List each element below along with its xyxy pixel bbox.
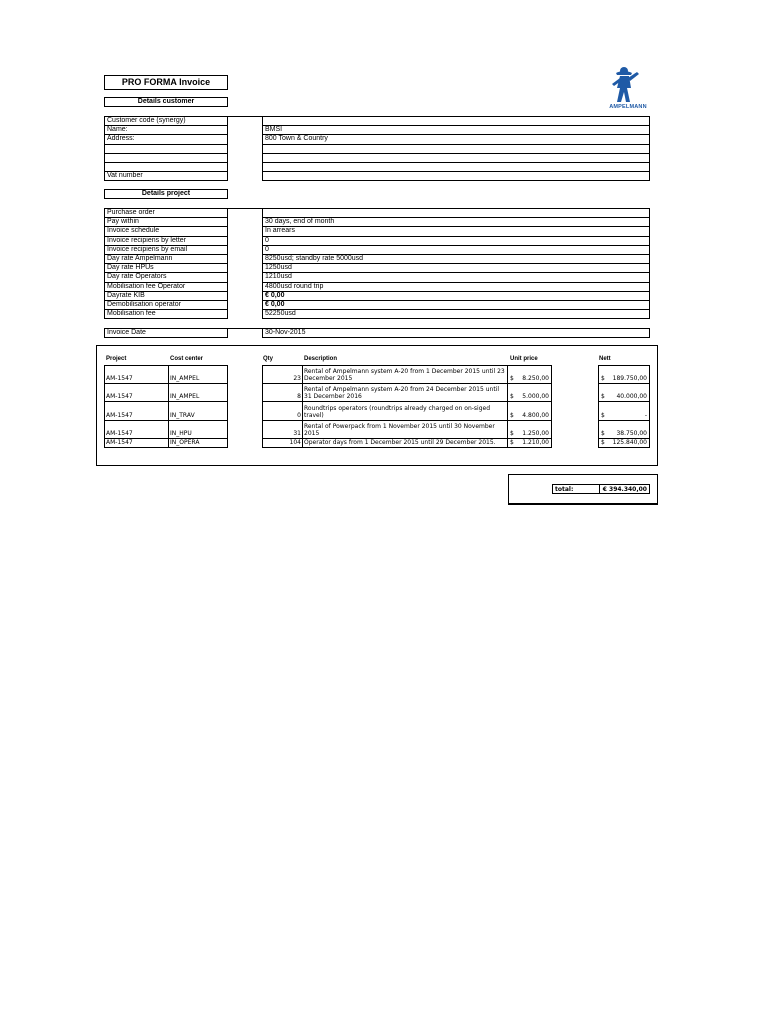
unit-currency: $ <box>510 374 514 382</box>
project-row-label: Day rate HPUs <box>104 264 228 273</box>
header-description: Description <box>304 356 338 362</box>
nett-currency: $ <box>601 430 605 437</box>
unit-amount: 8.250,00 <box>522 374 549 382</box>
project-row-label: Dayrate KIB <box>104 292 228 301</box>
project-row <box>104 246 650 255</box>
item-nett <box>598 439 650 448</box>
customer-row <box>104 172 650 181</box>
header-unit-price: Unit price <box>510 356 538 362</box>
project-row-label: Demobilisation operator <box>104 301 228 310</box>
item-cost-center: IN_HPU <box>168 421 228 440</box>
unit-currency: $ <box>510 411 514 419</box>
customer-section-title: Details customer <box>104 97 228 107</box>
project-row-value: 0 <box>262 246 650 255</box>
item-unit-price <box>508 384 552 403</box>
invoice-date-row <box>104 328 650 338</box>
nett-amount: - <box>644 411 647 419</box>
item-project: AM-1547 <box>104 439 169 448</box>
customer-row <box>104 126 650 135</box>
header-qty: Qty <box>263 356 274 362</box>
customer-row-label: Name: <box>104 126 228 135</box>
project-row-label: Invoice schedule <box>104 227 228 236</box>
unit-currency: $ <box>510 430 514 437</box>
nett-amount: 40.000,00 <box>616 393 647 400</box>
item-description: Operator days from 1 December 2015 until 29 December 2015. <box>302 439 508 448</box>
customer-row-value <box>262 163 650 172</box>
invoice-date-value: 30-Nov-2015 <box>262 329 650 338</box>
item-cost-center: IN_OPERA <box>168 439 228 448</box>
item-qty: 23 <box>262 365 302 384</box>
customer-row-value: 800 Town & Country <box>262 135 650 144</box>
header-project: Project <box>106 356 127 362</box>
customer-row <box>104 135 650 144</box>
customer-row-label: Vat number <box>104 172 228 181</box>
item-description: Rental of Powerpack from 1 November 2015 until 30 November 2015 <box>302 421 508 440</box>
header-cost-center: Cost center <box>170 356 204 362</box>
item-nett <box>598 384 650 403</box>
project-row <box>104 310 650 319</box>
project-row-value: € 0,00 <box>262 301 650 310</box>
customer-row <box>104 163 650 172</box>
project-details <box>104 208 650 319</box>
project-row-value: 1210usd <box>262 273 650 282</box>
nett-amount: 125.840,00 <box>612 439 647 446</box>
customer-row <box>104 117 650 126</box>
total-divider <box>599 485 600 493</box>
total-value: € 394.340,00 <box>602 486 647 493</box>
project-row <box>104 283 650 292</box>
item-qty: 104 <box>262 439 302 448</box>
project-row-label: Mobilisation fee <box>104 310 228 319</box>
item-cost-center: IN_AMPEL <box>168 384 228 403</box>
customer-row-value <box>262 117 650 126</box>
project-row <box>104 227 650 236</box>
project-row <box>104 218 650 227</box>
item-project: AM-1547 <box>104 402 169 421</box>
item-project: AM-1547 <box>104 384 169 403</box>
project-row-value: 30 days, end of month <box>262 218 650 227</box>
project-row-label: Day rate Operators <box>104 273 228 282</box>
nett-amount: 38.750,00 <box>616 430 647 437</box>
item-nett <box>598 402 650 421</box>
unit-currency: $ <box>510 393 514 400</box>
total-label: total: <box>555 486 574 493</box>
project-row-label: Purchase order <box>104 209 228 218</box>
nett-currency: $ <box>601 439 605 446</box>
project-row-value: € 0,00 <box>262 292 650 301</box>
project-row-label: Invoice recipiens by email <box>104 246 228 255</box>
project-row-value: 1250usd <box>262 264 650 273</box>
project-section-title: Details project <box>104 189 228 199</box>
project-row-value: 8250usd; standby rate 5000usd <box>262 255 650 264</box>
item-qty: 0 <box>262 402 302 421</box>
customer-row-label: Customer code (synergy) <box>104 117 228 126</box>
header-nett: Nett <box>599 356 611 362</box>
unit-amount: 4.800,00 <box>522 411 549 419</box>
project-row <box>104 292 650 301</box>
customer-details <box>104 116 650 181</box>
item-description: Roundtrips operators (roundtrips already charged on on-siged travel) <box>302 402 508 421</box>
invoice-date-label: Invoice Date <box>104 329 228 338</box>
project-row-label: Mobilisation fee Operator <box>104 283 228 292</box>
ampelmann-figure-icon <box>604 66 650 106</box>
item-qty: 31 <box>262 421 302 440</box>
unit-amount: 1.250,00 <box>522 430 549 437</box>
logo-wordmark: AMPELMANN <box>609 104 647 110</box>
item-project: AM-1547 <box>104 421 169 440</box>
invoice-title: PRO FORMA Invoice <box>104 75 228 90</box>
project-row <box>104 264 650 273</box>
project-row <box>104 301 650 310</box>
project-row <box>104 273 650 282</box>
project-row <box>104 237 650 246</box>
unit-amount: 5.000,00 <box>522 393 549 400</box>
customer-row <box>104 145 650 154</box>
item-cost-center: IN_AMPEL <box>168 365 228 384</box>
customer-row-value <box>262 145 650 154</box>
item-nett <box>598 421 650 440</box>
project-row-label: Day rate Ampelmann <box>104 255 228 264</box>
project-row-value <box>262 209 650 218</box>
item-unit-price <box>508 402 552 421</box>
customer-row-label <box>104 145 228 154</box>
item-cost-center: IN_TRAV <box>168 402 228 421</box>
unit-currency: $ <box>510 439 514 446</box>
project-row-value: 0 <box>262 237 650 246</box>
customer-row-value <box>262 154 650 163</box>
nett-currency: $ <box>601 411 605 419</box>
customer-row <box>104 154 650 163</box>
item-description: Rental of Ampelmann system A-20 from 1 December 2015 until 23 December 2015 <box>302 365 508 384</box>
project-row-label: Invoice recipiens by letter <box>104 237 228 246</box>
item-project: AM-1547 <box>104 365 169 384</box>
item-unit-price <box>508 365 552 384</box>
project-row-value: 4800usd round trip <box>262 283 650 292</box>
item-qty: 8 <box>262 384 302 403</box>
item-unit-price <box>508 421 552 440</box>
customer-row-label <box>104 163 228 172</box>
item-unit-price <box>508 439 552 448</box>
item-description: Rental of Ampelmann system A-20 from 24 December 2015 until 31 December 2016 <box>302 384 508 403</box>
project-row-value: 52250usd <box>262 310 650 319</box>
customer-row-value <box>262 172 650 181</box>
project-row <box>104 255 650 264</box>
customer-row-label <box>104 154 228 163</box>
customer-row-value: BMSI <box>262 126 650 135</box>
project-row-label: Pay within <box>104 218 228 227</box>
nett-amount: 189.750,00 <box>612 374 647 382</box>
project-row <box>104 209 650 218</box>
customer-row-label: Address: <box>104 135 228 144</box>
unit-amount: 1.210,00 <box>522 439 549 446</box>
item-nett <box>598 365 650 384</box>
project-row-value: In arrears <box>262 227 650 236</box>
nett-currency: $ <box>601 393 605 400</box>
total-box <box>552 484 650 494</box>
nett-currency: $ <box>601 374 605 382</box>
